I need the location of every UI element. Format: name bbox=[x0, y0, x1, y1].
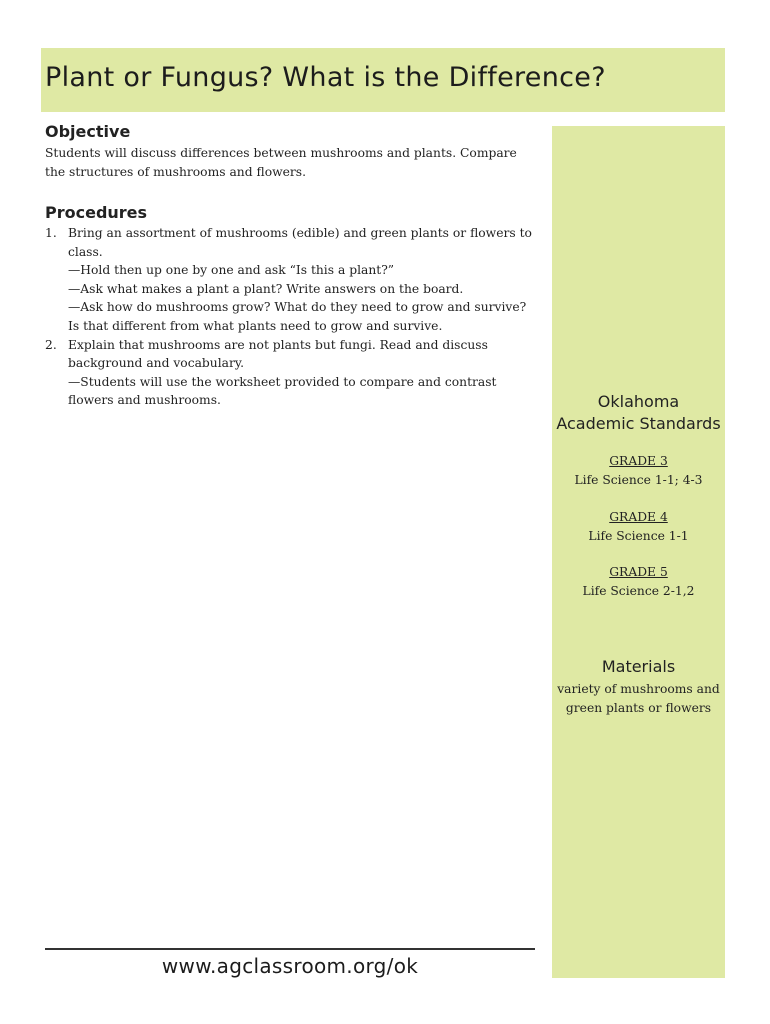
procedure-text: Bring an assortment of mushrooms (edible) and green plants or flowers to class. bbox=[68, 226, 532, 259]
procedure-subitem: —Ask what makes a plant a plant? Write answers on the board. bbox=[68, 281, 464, 296]
materials-line: variety of mushrooms and bbox=[557, 682, 720, 696]
procedures-list bbox=[45, 224, 537, 410]
grade-standard: Life Science 1-1 bbox=[588, 529, 689, 543]
procedures-heading: Procedures bbox=[45, 203, 148, 222]
standards-heading-line1: Oklahoma bbox=[597, 392, 680, 411]
grade-block bbox=[552, 508, 725, 546]
grade-label: GRADE 4 bbox=[609, 510, 668, 524]
grade-label: GRADE 3 bbox=[609, 454, 668, 468]
sidebar bbox=[552, 126, 725, 978]
procedure-number: 1. bbox=[45, 226, 57, 240]
footer-url[interactable]: www.agclassroom.org/ok bbox=[161, 954, 419, 978]
title-band bbox=[41, 48, 725, 112]
materials-line: green plants or flowers bbox=[565, 701, 712, 715]
procedure-text: Explain that mushrooms are not plants but fungi. Read and discuss background and vocabulary. bbox=[68, 337, 488, 371]
materials-text bbox=[552, 680, 725, 718]
footer-divider bbox=[45, 948, 535, 950]
procedure-subitem: —Ask how do mushrooms grow? What do they need to grow and survive? Is that different from what plants need to grow and survive. bbox=[68, 300, 527, 333]
grade-block bbox=[552, 452, 725, 490]
standards-heading bbox=[552, 391, 725, 435]
procedure-subitem: —Students will use the worksheet provided to compare and contrast flowers and mushrooms. bbox=[68, 374, 497, 408]
procedure-number: 2. bbox=[45, 337, 57, 352]
procedure-subitem: —Hold then up one by one and ask “Is this a plant?” bbox=[68, 263, 395, 278]
main-content bbox=[45, 122, 537, 410]
objective-heading: Objective bbox=[45, 122, 131, 141]
materials-heading: Materials bbox=[601, 657, 676, 676]
procedure-item bbox=[45, 336, 537, 410]
page-title: Plant or Fungus? What is the Difference? bbox=[45, 62, 606, 93]
grade-block bbox=[552, 563, 725, 601]
procedure-item bbox=[45, 224, 537, 336]
objective-text: Students will discuss differences between mushrooms and plants. Compare the structures of mushrooms and flowers. bbox=[45, 146, 517, 179]
grade-standard: Life Science 1-1; 4-3 bbox=[574, 473, 703, 487]
grade-label: GRADE 5 bbox=[609, 565, 668, 579]
grade-standard: Life Science 2-1,2 bbox=[582, 584, 695, 598]
standards-heading-line2: Academic Standards bbox=[556, 414, 721, 433]
